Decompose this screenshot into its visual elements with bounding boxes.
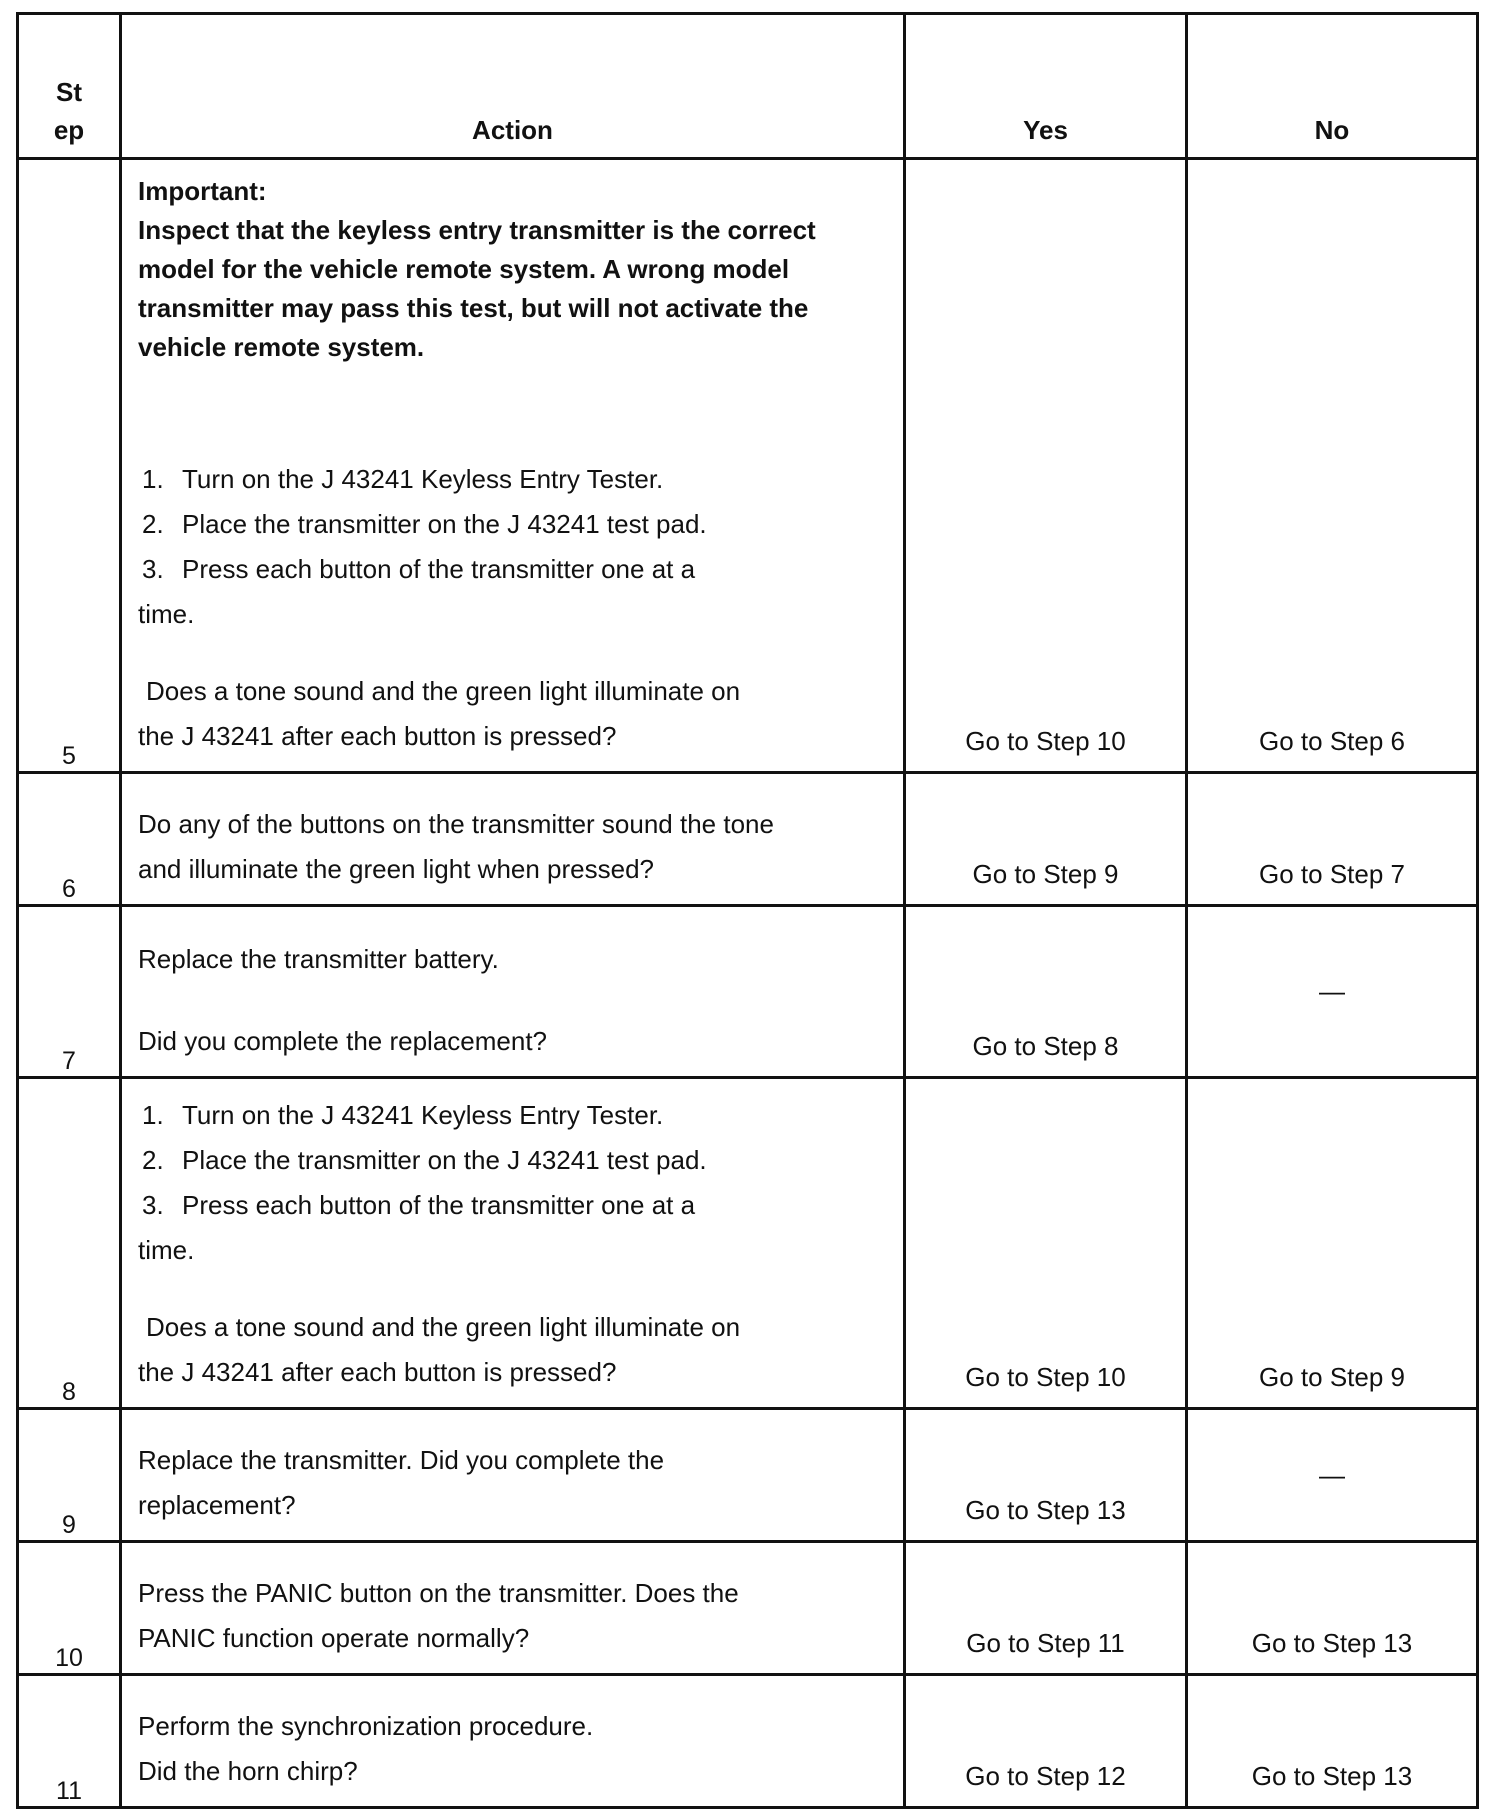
header-yes: Yes bbox=[905, 14, 1187, 159]
yes-cell: Go to Step 11 bbox=[905, 1542, 1187, 1675]
important-note bbox=[138, 172, 883, 367]
no-cell: Go to Step 13 bbox=[1187, 1542, 1478, 1675]
action-cell bbox=[121, 159, 905, 773]
action-cell bbox=[121, 906, 905, 1078]
no-cell: Go to Step 9 bbox=[1187, 1078, 1478, 1409]
list-item: 3. Press each button of the transmitter one at a bbox=[142, 554, 696, 584]
table-row-step-6 bbox=[18, 773, 1478, 906]
action-cell bbox=[121, 1542, 905, 1675]
table-row-step-7 bbox=[18, 906, 1478, 1078]
yes-cell: Go to Step 9 bbox=[905, 773, 1187, 906]
header-row bbox=[18, 14, 1478, 159]
header-step-line1: St bbox=[56, 77, 82, 107]
step-number: 6 bbox=[18, 773, 121, 906]
header-no: No bbox=[1187, 14, 1478, 159]
action-line-1: Press the PANIC button on the transmitter. Does the bbox=[138, 1578, 739, 1608]
yes-cell: Go to Step 10 bbox=[905, 1078, 1187, 1409]
table-row-step-10 bbox=[18, 1542, 1478, 1675]
no-cell: — bbox=[1187, 1409, 1478, 1542]
yes-cell: Go to Step 10 bbox=[905, 159, 1187, 773]
list-item-continuation: time. bbox=[138, 1235, 195, 1265]
list-item: 1. Turn on the J 43241 Keyless Entry Tester. bbox=[142, 464, 664, 494]
no-cell: Go to Step 13 bbox=[1187, 1675, 1478, 1808]
action-line-1: Replace the transmitter. Did you complete the bbox=[138, 1445, 665, 1475]
table-row-step-11 bbox=[18, 1675, 1478, 1808]
yes-cell: Go to Step 13 bbox=[905, 1409, 1187, 1542]
yes-cell: Go to Step 12 bbox=[905, 1675, 1187, 1808]
no-cell: — bbox=[1187, 906, 1478, 1078]
action-line-1: Replace the transmitter battery. bbox=[138, 944, 499, 974]
action-line-2: PANIC function operate normally? bbox=[138, 1623, 530, 1653]
step-number: 11 bbox=[18, 1675, 121, 1808]
action-cell bbox=[121, 1409, 905, 1542]
question-line-1: Does a tone sound and the green light illuminate on bbox=[146, 676, 741, 706]
list-item: 1. Turn on the J 43241 Keyless Entry Tester. bbox=[142, 1100, 664, 1130]
action-cell bbox=[121, 1078, 905, 1409]
step-number: 5 bbox=[18, 159, 121, 773]
header-step bbox=[18, 14, 121, 159]
table-row-step-5 bbox=[18, 159, 1478, 773]
action-cell bbox=[121, 773, 905, 906]
action-line-2: and illuminate the green light when pressed? bbox=[138, 854, 655, 884]
step-number: 7 bbox=[18, 906, 121, 1078]
step-number: 9 bbox=[18, 1409, 121, 1542]
yes-cell: Go to Step 8 bbox=[905, 906, 1187, 1078]
question-line-1: Does a tone sound and the green light illuminate on bbox=[146, 1312, 741, 1342]
action-cell bbox=[121, 1675, 905, 1808]
list-item: 2. Place the transmitter on the J 43241 test pad. bbox=[142, 509, 707, 539]
table-row-step-9 bbox=[18, 1409, 1478, 1542]
question-line-2: the J 43241 after each button is pressed? bbox=[138, 721, 617, 751]
no-cell: Go to Step 7 bbox=[1187, 773, 1478, 906]
action-line-2: Did the horn chirp? bbox=[138, 1756, 358, 1786]
action-line-2: replacement? bbox=[138, 1490, 296, 1520]
step-number: 8 bbox=[18, 1078, 121, 1409]
no-cell: Go to Step 6 bbox=[1187, 159, 1478, 773]
header-step-line2: ep bbox=[53, 115, 85, 145]
procedure-list bbox=[138, 1093, 883, 1228]
question-line-2: the J 43241 after each button is pressed? bbox=[138, 1357, 617, 1387]
table-row-step-8 bbox=[18, 1078, 1478, 1409]
step-number: 10 bbox=[18, 1542, 121, 1675]
header-action: Action bbox=[121, 14, 905, 159]
list-item-continuation: time. bbox=[138, 599, 195, 629]
important-text: Inspect that the keyless entry transmitter is the correct model for the vehicle remote system. A wrong model transmitter may pass this test, but will not activate the vehicle remote system. bbox=[138, 215, 816, 362]
important-label: Important: bbox=[138, 176, 267, 206]
action-line-2: Did you complete the replacement? bbox=[138, 1026, 548, 1056]
action-line-1: Perform the synchronization procedure. bbox=[138, 1711, 594, 1741]
diagnostic-table bbox=[16, 12, 1479, 1809]
list-item: 2. Place the transmitter on the J 43241 test pad. bbox=[142, 1145, 707, 1175]
procedure-list bbox=[138, 457, 883, 592]
action-line-1: Do any of the buttons on the transmitter sound the tone bbox=[138, 809, 774, 839]
list-item: 3. Press each button of the transmitter one at a bbox=[142, 1190, 696, 1220]
